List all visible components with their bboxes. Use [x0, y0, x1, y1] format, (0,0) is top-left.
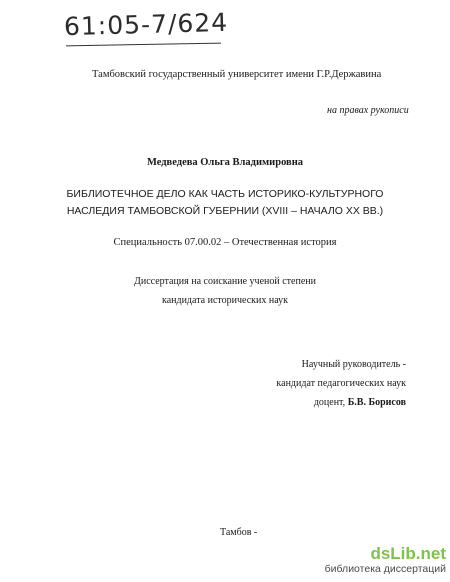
- author-name: Медведева Ольга Владимировна: [146, 157, 304, 168]
- degree-line-2: кандидата исторических наук: [161, 295, 289, 306]
- handwritten-catalog-code: 61:05-7/624: [63, 7, 229, 42]
- title-line-1: БИБЛИОТЕЧНОЕ ДЕЛО КАК ЧАСТЬ ИСТОРИКО-КУЛЬТУРНОГО: [66, 188, 384, 200]
- university-name: Тамбовский государственный университет имени Г.Р.Державина: [92, 69, 382, 80]
- degree-line-1: Диссертация на соискание ученой степени: [134, 276, 316, 287]
- handwritten-underline: [66, 43, 221, 47]
- supervisor-line-3: [276, 393, 406, 412]
- rights-note: на правах рукописи: [327, 105, 409, 116]
- dissertation-title: [0, 186, 450, 220]
- watermark-logo: dsLib.net: [370, 544, 446, 563]
- watermark-subtitle: библиотека диссертаций: [324, 563, 446, 575]
- title-line-2: НАСЛЕДИЯ ТАМБОВСКОЙ ГУБЕРНИИ (XVIII – НАЧАЛО XX ВВ.): [66, 205, 384, 217]
- specialty-line: Специальность 07.00.02 – Отечественная история: [113, 237, 337, 248]
- supervisor-block: [276, 355, 406, 412]
- supervisor-line-2: кандидат педагогических наук: [276, 378, 406, 389]
- supervisor-name: Б.В. Борисов: [347, 397, 406, 408]
- supervisor-rank: доцент,: [313, 397, 346, 408]
- site-watermark[interactable]: [325, 545, 446, 576]
- supervisor-line-1: Научный руководитель -: [301, 359, 406, 370]
- city-year: Тамбов -: [220, 527, 258, 538]
- degree-statement: [0, 272, 450, 310]
